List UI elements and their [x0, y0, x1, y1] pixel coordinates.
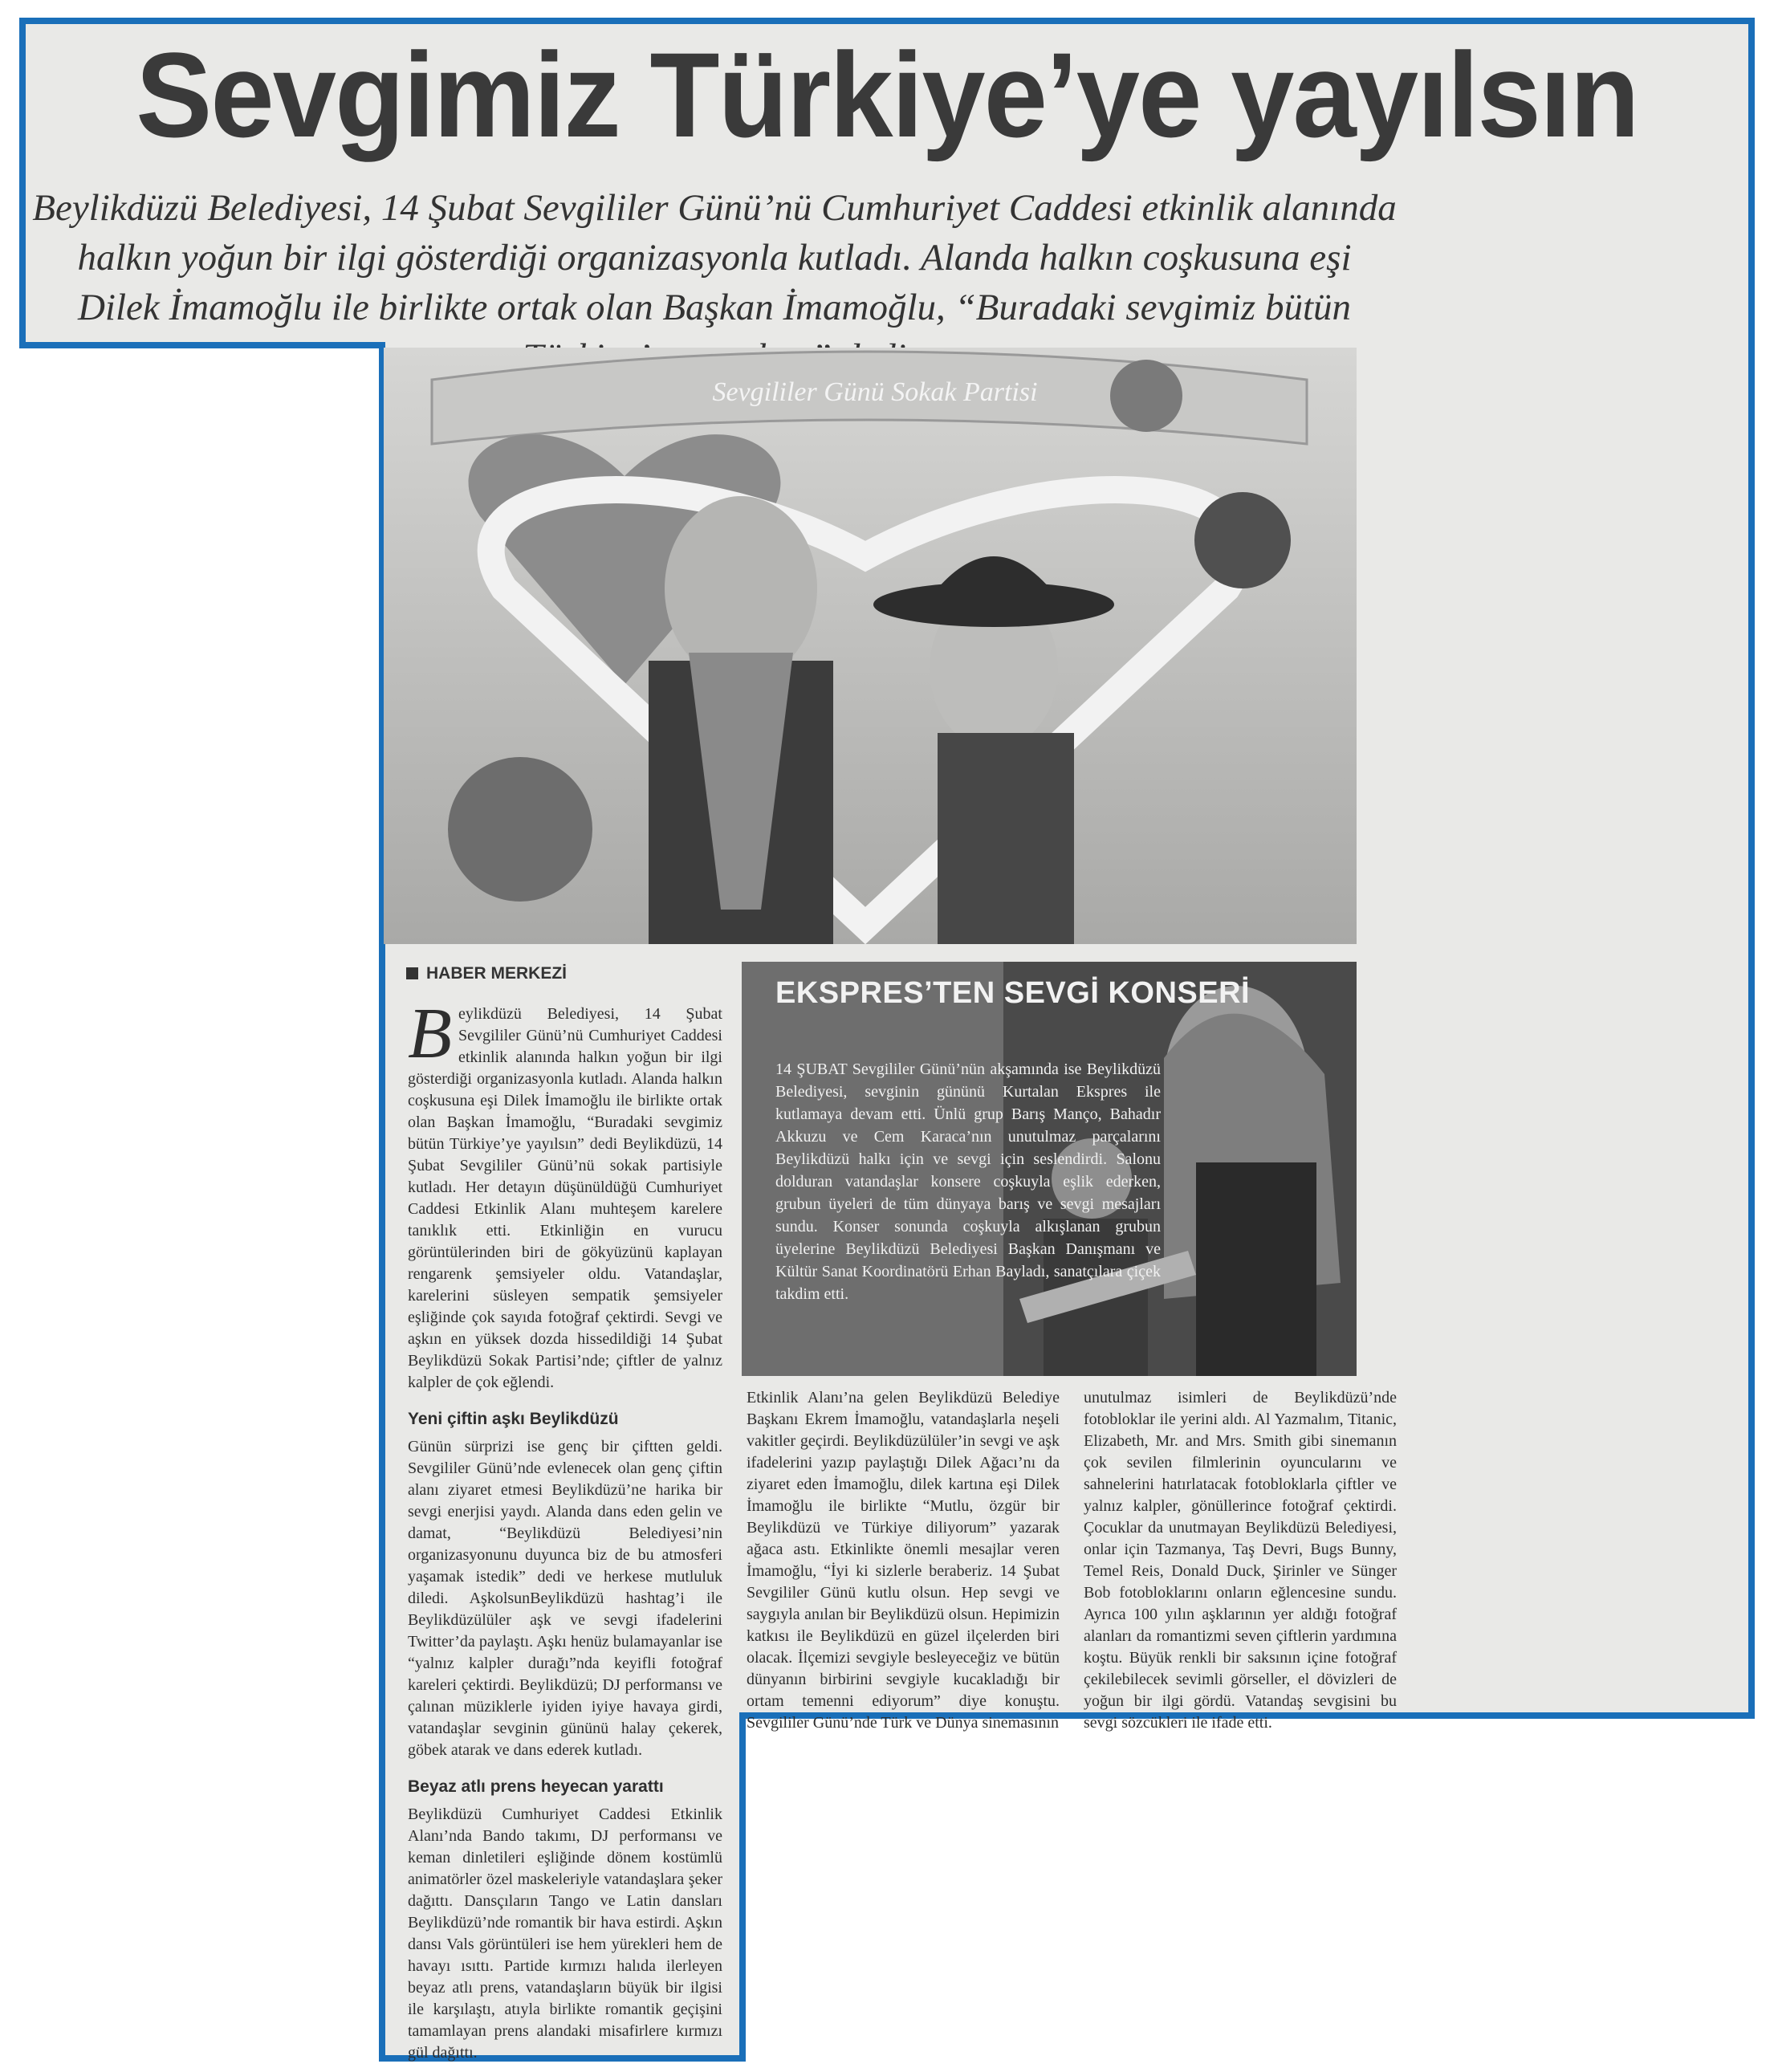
concert-box-text: 14 ŞUBAT Sevgililer Günü’nün akşamında ise Beylikdüzü Belediyesi, sevginin gününü Kurtalan Ekspres ile kutlamaya devam etti. Ünlü grup Barış Manço, Bahadır Akkuzu ve Cem Karaca’nın unutulmaz parçalarını Beylikdüzü halkı için ve sevgi için seslendirdi. Salonu dolduran vatandaşlar konsere coşkuyla eşlik ederken, grubun üyeleri de tüm dünyaya barış ve sevgi mesajları sundu. Konser sonunda coşkuyla alkışlanan grubun üyelerine Beylikdüzü Belediyesi Başkan Danışmanı ve Kültür Sanat Koordinatörü Erhan Bayladı, sanatçılara çiçek takdim etti.	[775, 1060, 1161, 1303]
column-3-text: unutulmaz isimleri de Beylikdüzü’nde fotobloklar ile yerini aldı. Al Yazmalım, Titanic, Elizabeth, Mr. and Mrs. Smith gibi sinemanın çok sevilen filmlerinin oyuncularını ve sahnelerini hatırlatacak fotobloklarla çiftler ve yalnız kalpler, gönüllerince fotoğraf çektirdi. Çocuklar da unutmayan Beylikdüzü Belediyesi, onlar için Tazmanya, Taş Devri, Bugs Bunny, Temel Reis, Donald Duck, Şirinler ve Sünger Bob fotobloklarını onların eğlencesine sundu. Ayrıca 100 yılın aşklarının yer aldığı fotoğraf alanları da romantizmi seven çiftlerin yardımına koştu. Büyük renkli bir saksının içine fotoğraf çekilebilecek sevimli görseller, el dövizleri de yoğun bir ilgi gördü. Vatandaş sevgisini bu sevgi sözcükleri ile ifade etti.	[1084, 1389, 1397, 1732]
byline-square-icon	[406, 967, 418, 979]
photo-banner-text: Sevgililer Günü Sokak Partisi	[712, 377, 1038, 407]
main-photo	[384, 348, 1357, 944]
paragraph-1-text: eylikdüzü Belediyesi, 14 Şubat Sevgililer Günü’nü Cumhuriyet Caddesi etkinlik alanında halkın yoğun bir ilgi gösterdiği organizasyonla kutladı. Alanda halkın coşkusuna eşi Dilek İmamoğlu ile birlikte ortak olan Başkan İmamoğlu, “Buradaki sevgimiz bütün Türkiye’ye yayılsın” dedi Beylikdüzü, 14 Şubat Sevgililer Günü’nü sokak partisiyle kutladı. Her detayın düşünüldüğü Cumhuriyet Caddesi Etkinlik Alanı muhteşem karelere tanıklık etti. Etkinliğin en vurucu görüntülerinden biri de gökyüzünü kaplayan rengarenk şemsiyeler oldu. Vatandaşlar, karelerini süsleyen sempatik şemsiyeler eşliğinde çok sayıda fotoğraf çektirdi. Sevgi ve aşkın en yüksek dozda hissedildiği 14 Şubat Beylikdüzü Sokak Partisi’nde; çiftler de yalnız kalpler de çok eğlendi.	[408, 1005, 722, 1391]
concert-box-title: EKSPRES’TEN SEVGİ KONSERİ	[775, 976, 1251, 1010]
deck-subheadline: Beylikdüzü Belediyesi, 14 Şubat Sevgililer Günü’nü Cumhuriyet Caddesi etkinlik alanında halkın yoğun bir ilgi gösterdiği organizasyonla kutladı. Alanda halkın coşkusuna eşi Dilek İmamoğlu ile birlikte ortak olan Başkan İmamoğlu, “Buradaki sevgimiz bütün	[32, 187, 1397, 328]
column-1-paragraph-3: Beylikdüzü Cumhuriyet Caddesi Etkinlik Alanı’nda Bando takımı, DJ performansı ve keman dinletileri eşliğinde dönem kostümlü animatörler özel maskeleriyle vatandaşlara şeker dağıttı. Dansçıların Tango ve Latin dansları Beylikdüzü’nde romantik bir hava estirdi. Aşkın dansı Vals görüntüleri ise hem yürekleri hem de havayı ısıttı. Partide kırmızı halıda ilerleyen beyaz atlı prens, vatandaşların büyük bir ilgisi ile karşılaştı, atıyla birlikte romantik geçişini tamamlayan prens alandaki misafirlere kırmızı gül dağıttı.	[408, 1805, 722, 2062]
article-column-1	[408, 994, 722, 2067]
subheading-beyaz-atli-prens: Beyaz atlı prens heyecan yarattı	[408, 1777, 664, 1796]
column-1-paragraph-2: Günün sürprizi ise genç bir çiftten geldi. Sevgililer Günü’nde evlenecek olan genç çiftin alanı ziyaret etmesi Beylikdüzü’ne harika bir sevgi enerjisi yaydı. Alanda dans eden gelin ve damat, “Beylikdüzü Belediyesi’nin organizasyonunu duyunca biz de bu atmosferi yaşamak istedik” dedi ve herkese mutluluk diledi. AşkolsunBeylikdüzü hashtag’i ile Beylikdüzülüler aşk ve sevgi ifadelerini Twitter’da paylaştı. Aşkı henüz bulamayanlar ise “yalnız kalpler durağı”nda keyifli fotoğraf kareleri çektirdi. Beylikdüzü; DJ performansı ve çalınan müziklerle iyiden iyiye havaya girdi, vatandaşlar sevginin gününü halay çekerek, göbek atarak ve dans ederek kutladı.	[408, 1438, 722, 1759]
byline	[406, 964, 567, 983]
article-column-3	[1084, 1387, 1397, 1737]
column-1-paragraph-1	[408, 994, 722, 1394]
concert-box	[742, 962, 1357, 1376]
drop-cap: B	[408, 994, 452, 1073]
headline: Sevgimiz Türkiye’ye yayılsın	[136, 27, 1638, 162]
column-2-text: Etkinlik Alanı’na gelen Beylikdüzü Belediye Başkanı Ekrem İmamoğlu, vatandaşlarla neşeli vakitler geçirdi. Beylikdüzülüler’in sevgi ve aşk ifadelerini yazıp paylaştığı Dilek Ağacı’nı da ziyaret eden İmamoğlu, dilek kartına eşi Dilek İmamoğlu ile birlikte “Mutlu, özgür bir Beylikdüzü ve Türkiye diliyorum” yazarak ağaca astı. Etkinlikte önemli mesajlar veren İmamoğlu, “İyi ki sizlerle beraberiz. 14 Şubat Sevgililer Günü kutlu olsun. Hep sevgi ve saygıyla anılan bir Beylikdüzü olsun. Hepimizin katkısı ile Beylikdüzü en güzel ilçelerden biri olacak. İlçemizi sevgiyle besleyeceğiz ve bütün dünyanın birbirini sevgiyle kucakladığı bir ortam temenni ediyorum” diye konuştu. Sevgililer Günü’nde Türk ve Dünya sinemasının	[747, 1389, 1060, 1732]
byline-label: HABER MERKEZİ	[426, 964, 568, 983]
subheading-yeni-cift: Yeni çiftin aşkı Beylikdüzü	[408, 1410, 619, 1428]
article-column-2	[747, 1387, 1060, 1737]
